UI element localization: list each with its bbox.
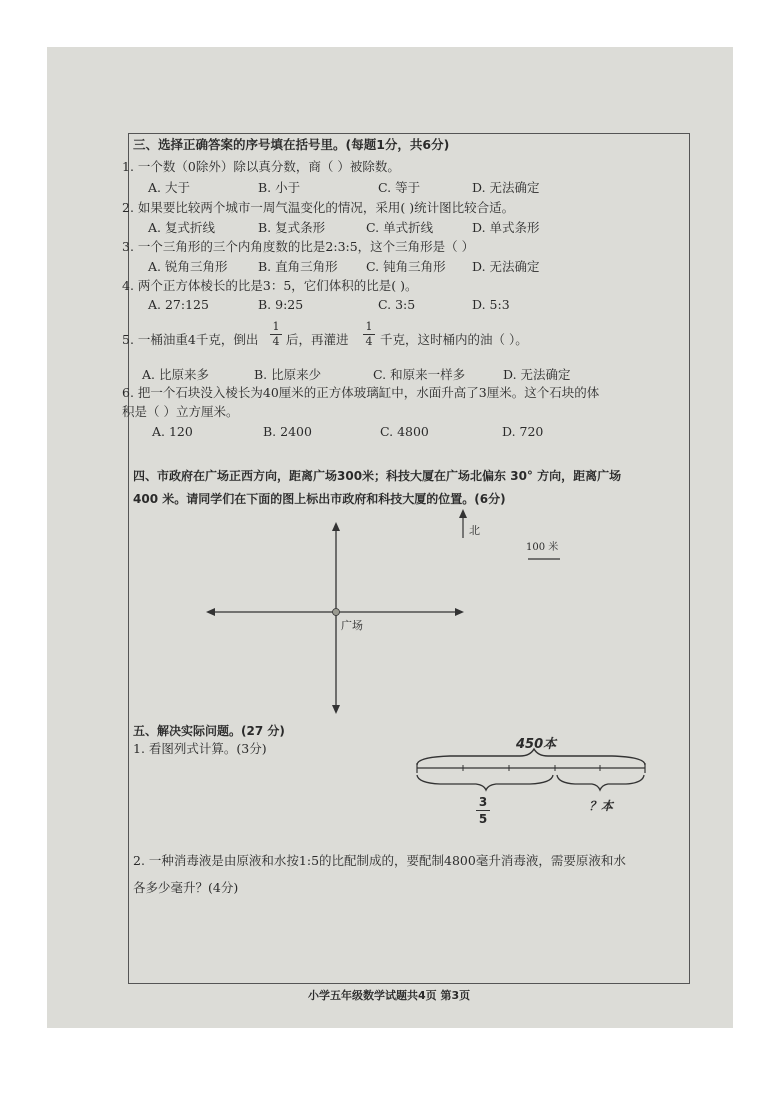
page-footer: 小学五年级数学试题共4页 第3页	[308, 989, 471, 1002]
section5-heading: 五、解决实际问题。(27 分)	[133, 724, 285, 738]
q1-option-d: D. 无法确定	[472, 180, 540, 195]
section4-heading-line1: 四、市政府在广场正西方向，距离广场300米；科技大厦在广场北偏东 30° 方向，距离广场	[133, 469, 622, 483]
q6-option-d: D. 720	[502, 424, 544, 439]
q5-option-a: A. 比原来多	[142, 367, 209, 382]
q2-option-b: B. 复式条形	[258, 220, 326, 235]
q5-stem-part2: 后，再灌进	[286, 332, 349, 347]
q2-option-c: C. 单式折线	[366, 220, 434, 235]
s5-q1-stem: 1. 看图列式计算。(3分)	[133, 741, 267, 756]
scale-label: 100 米	[526, 542, 559, 553]
s5-q2-line2: 各多少毫升？(4分)	[133, 880, 239, 895]
q5-stem-part3: 千克，这时桶内的油（ ）。	[380, 332, 528, 347]
q5-option-d: D. 无法确定	[503, 367, 571, 382]
q4-option-c: C. 3:5	[378, 297, 416, 312]
q6-stem-line2: 积是（ ）立方厘米。	[122, 404, 239, 419]
tape-unknown-label: ？本	[589, 799, 614, 813]
q5-fraction-1-numerator: 1	[272, 320, 280, 333]
q1-stem: 1. 一个数（0除外）除以真分数，商（ ）被除数。	[122, 159, 400, 174]
tape-total-label: 450本	[516, 737, 557, 752]
q3-stem: 3. 一个三角形的三个内角度数的比是2:3:5，这个三角形是（ ）	[122, 239, 475, 254]
q6-option-b: B. 2400	[263, 424, 312, 439]
q6-option-a: A. 120	[152, 424, 193, 439]
q4-option-b: B. 9:25	[258, 297, 304, 312]
north-label: 北	[469, 524, 480, 537]
q2-option-d: D. 单式条形	[472, 220, 540, 235]
q3-option-c: C. 钝角三角形	[366, 259, 446, 274]
q4-stem: 4. 两个正方体棱长的比是3：5，它们体积的比是( )。	[122, 278, 418, 293]
q1-option-a: A. 大于	[148, 180, 190, 195]
s5-q2-line1: 2. 一种消毒液是由原液和水按1:5的比配制成的，要配制4800毫升消毒液，需要原液和水	[133, 853, 626, 868]
q2-stem: 2. 如果要比较两个城市一周气温变化的情况，采用( )统计图比较合适。	[122, 200, 515, 215]
tape-fraction-numerator: 3	[478, 795, 488, 809]
fraction-bar	[476, 810, 490, 811]
tape-fraction	[476, 795, 490, 826]
q5-option-c: C. 和原来一样多	[373, 367, 466, 382]
q1-option-c: C. 等于	[378, 180, 421, 195]
q6-option-c: C. 4800	[380, 424, 429, 439]
q3-option-b: B. 直角三角形	[258, 259, 338, 274]
q1-option-b: B. 小于	[258, 180, 301, 195]
q2-option-a: A. 复式折线	[148, 220, 215, 235]
q5-fraction-2-numerator: 1	[365, 320, 373, 333]
section3-heading: 三、选择正确答案的序号填在括号里。(每题1分，共6分)	[133, 137, 450, 152]
q3-option-d: D. 无法确定	[472, 259, 540, 274]
tape-fraction-denominator: 5	[478, 812, 488, 826]
q4-option-d: D. 5:3	[472, 297, 510, 312]
q5-fraction-1-denominator: 4	[272, 335, 280, 348]
q5-option-b: B. 比原来少	[254, 367, 322, 382]
q4-option-a: A. 27:125	[148, 297, 209, 312]
q6-stem-line1: 6. 把一个石块没入棱长为40厘米的正方体玻璃缸中，水面升高了3厘米。这个石块的体	[122, 385, 600, 400]
center-label: 广场	[341, 619, 363, 632]
section4-heading-line2: 400 米。请同学们在下面的图上标出市政府和科技大厦的位置。(6分)	[133, 492, 506, 506]
q5-fraction-2-denominator: 4	[365, 335, 373, 348]
q5-stem-part1: 5. 一桶油重4千克，倒出	[122, 332, 259, 347]
q3-option-a: A. 锐角三角形	[148, 259, 228, 274]
